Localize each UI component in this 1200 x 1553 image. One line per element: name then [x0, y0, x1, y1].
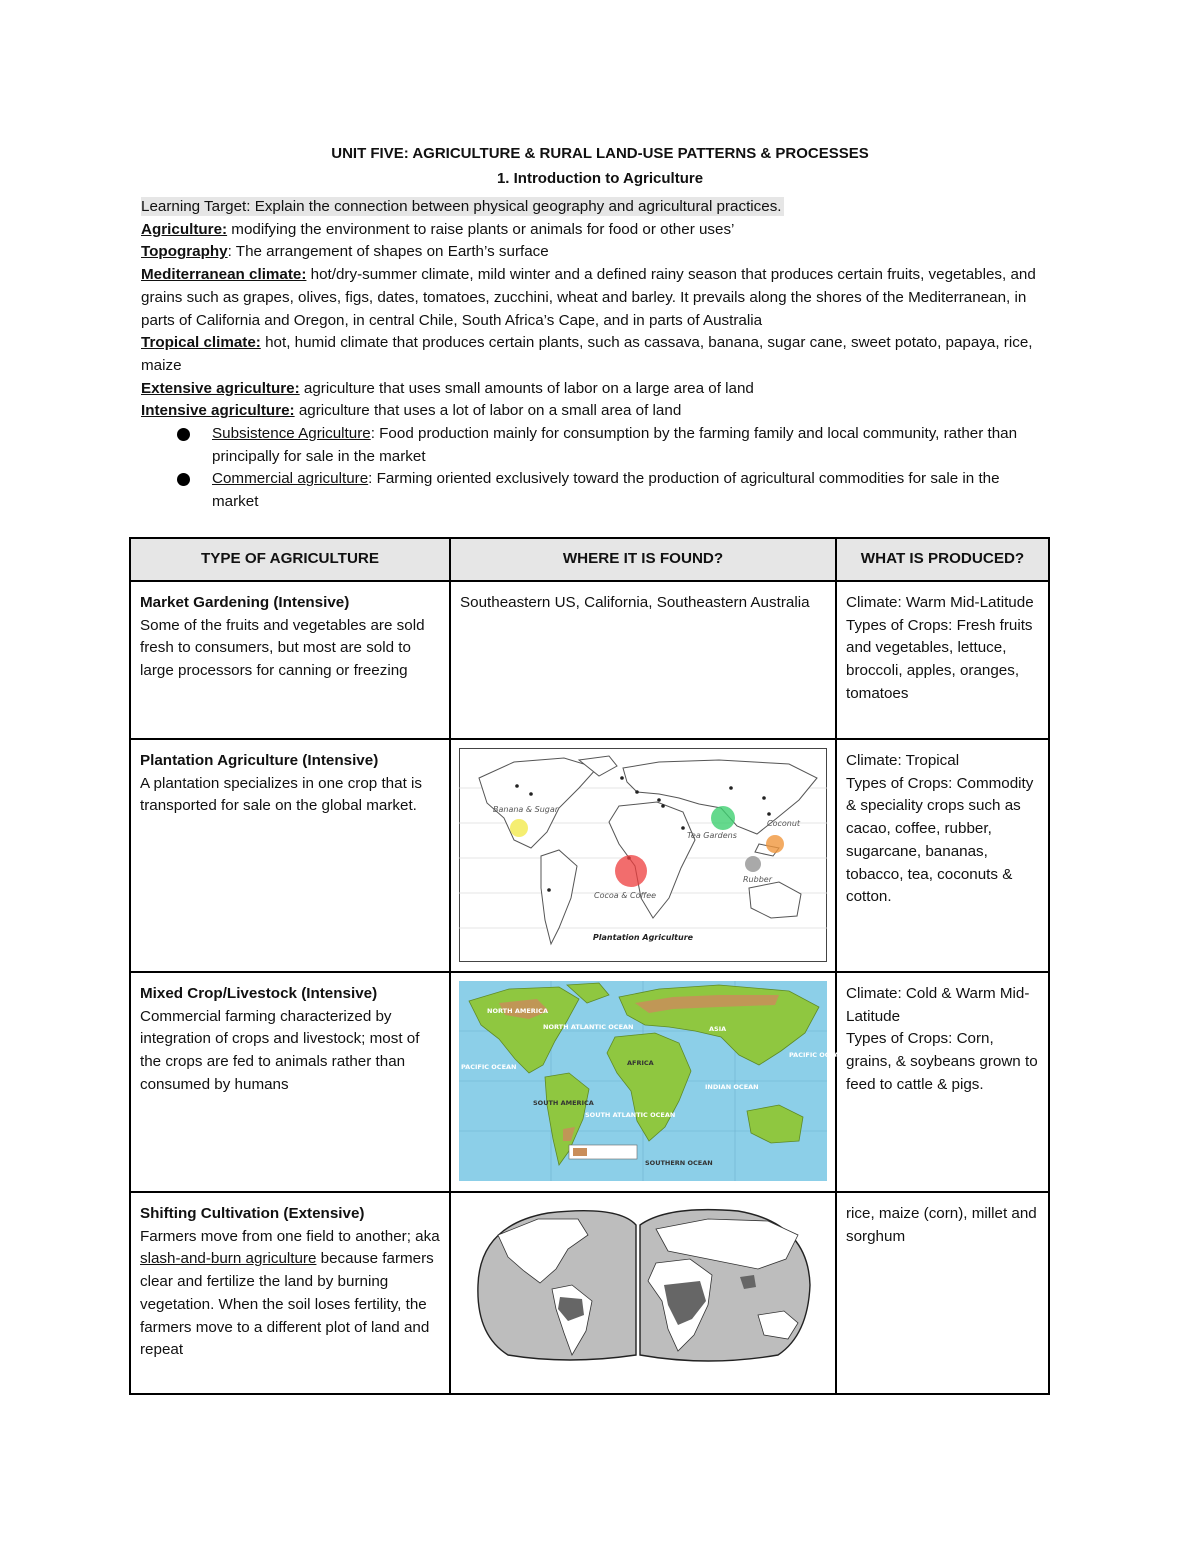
agriculture-type-name: Mixed Crop/Livestock (Intensive) — [140, 985, 378, 1002]
rubber-marker — [745, 856, 761, 872]
plantation-agriculture-map — [459, 748, 827, 962]
map-label: Cocoa & Coffee — [594, 891, 657, 900]
type-cell — [130, 972, 450, 1192]
map-label: SOUTH ATLANTIC OCEAN — [585, 1111, 676, 1119]
table-row — [130, 581, 1049, 739]
map-label: PACIFIC OCEAN — [789, 1051, 845, 1059]
definition: Topography: The arrangement of shapes on Earth’s surface — [141, 243, 549, 261]
where-cell — [450, 581, 836, 739]
bullet-icon — [177, 473, 190, 486]
map-cell — [450, 1192, 836, 1394]
type-cell — [130, 739, 450, 972]
map-label: NORTH AMERICA — [487, 1007, 548, 1015]
section-title: 1. Introduction to Agriculture — [496, 170, 704, 187]
shifting-cultivation-map — [468, 1205, 818, 1365]
banana-sugar-marker — [510, 819, 528, 837]
agriculture-type-description: Some of the fruits and vegetables are sold fresh to consumers, but most are sold to large processors for canning or freezing — [140, 616, 425, 680]
bullet-icon — [177, 428, 190, 441]
map-label: INDIAN OCEAN — [705, 1083, 759, 1091]
produced-cell — [836, 1192, 1049, 1394]
agriculture-type-name: Plantation Agriculture (Intensive) — [140, 752, 379, 769]
produced-cell — [836, 739, 1049, 972]
definition: Tropical climate: hot, humid climate that produces certain plants, such as cassava, banana, sugar cane, sweet potato, papaya, rice, maize — [141, 334, 1033, 374]
map-label: Tea Gardens — [687, 831, 737, 840]
coconut-marker — [766, 835, 784, 853]
legend-swatch — [573, 1148, 587, 1156]
column-header: WHAT IS PRODUCED? — [836, 538, 1049, 581]
list-item: Subsistence Agriculture: Food production mainly for consumption by the farming family and local community, rather than principally for sale in the market — [141, 423, 1046, 468]
definition: Intensive agriculture: agriculture that uses a lot of labor on a small area of land — [141, 402, 682, 420]
map-label: SOUTH AMERICA — [533, 1099, 594, 1107]
definition: Mediterranean climate: hot/dry-summer climate, mild winter and a defined rainy season that produces certain fruits, vegetables, and grains such as grapes, olives, figs, dates, tomatoes, zucchini, wheat and barley. It prevails along the shores of the Mediterranean, in parts of California and Oregon, in central Chile, South Africa’s Cape, and in parts of Australia — [141, 266, 1036, 329]
learning-target: Learning Target: Explain the connection between physical geography and agricultural practices. — [141, 198, 782, 215]
map-label: Banana & Sugar — [493, 805, 559, 814]
map-label: ASIA — [709, 1025, 727, 1033]
agriculture-table — [129, 537, 1050, 1395]
list-item: Commercial agriculture: Farming oriented exclusively toward the production of agricultural commodities for sale in the market — [141, 468, 1046, 513]
agriculture-type-description: A plantation specializes in one crop that is transported for sale on the global market. — [140, 774, 422, 815]
column-header: TYPE OF AGRICULTURE — [130, 538, 450, 581]
produced-text: Climate: Tropical Types of Crops: Commodity & speciality crops such as cacao, coffee, rubber, sugarcane, bananas, tobacco, tea, coconuts & cotton. — [846, 752, 1034, 906]
map-cell — [450, 972, 845, 1192]
unit-title: UNIT FIVE: AGRICULTURE & RURAL LAND-USE PATTERNS & PROCESSES — [331, 145, 869, 162]
table-row — [130, 739, 1049, 972]
slash-and-burn-term: slash-and-burn agriculture — [140, 1250, 317, 1268]
map-title: Plantation Agriculture — [592, 933, 694, 942]
produced-text: rice, maize (corn), millet and sorghum — [846, 1205, 1037, 1245]
cocoa-coffee-marker — [615, 855, 647, 887]
where-text: Southeastern US, California, Southeastern Australia — [460, 594, 810, 611]
map-label: Rubber — [743, 875, 772, 884]
agriculture-type-name: Market Gardening (Intensive) — [140, 594, 350, 611]
column-header: WHERE IT IS FOUND? — [450, 538, 836, 581]
produced-text: Climate: Cold & Warm Mid-Latitude Types of Crops: Corn, grains, & soybeans grown to feed to cattle & pigs. — [846, 985, 1038, 1093]
agriculture-type-name: Shifting Cultivation (Extensive) — [140, 1205, 365, 1222]
definition: Extensive agriculture: agriculture that uses small amounts of labor on a large area of land — [141, 379, 754, 397]
produced-text: Climate: Warm Mid-Latitude Types of Crops: Fresh fruits and vegetables, lettuce, broccoli, apples, oranges, tomatoes — [846, 594, 1034, 702]
agriculture-type-description: Commercial farming characterized by integration of crops and livestock; most of the crops are fed to animals rather than consumed by humans — [140, 1007, 420, 1093]
definition: Agriculture: modifying the environment to raise plants or animals for food or other uses’ — [141, 220, 735, 238]
table-row — [130, 972, 1049, 1192]
bullet-list — [141, 423, 1046, 514]
table-row — [130, 1192, 1049, 1394]
produced-cell — [836, 972, 1049, 1192]
map-label: NORTH ATLANTIC OCEAN — [543, 1023, 634, 1031]
map-cell — [450, 739, 836, 972]
tea-gardens-marker — [711, 806, 735, 830]
map-label: AFRICA — [627, 1059, 654, 1067]
agriculture-type-description: Farmers move from one field to another; aka slash-and-burn agriculture because farmers clear and fertilize the land by burning vegetation. When the soil loses fertility, the farmers move to a different plot of land and repeat — [140, 1227, 440, 1359]
type-cell — [130, 581, 450, 739]
map-label: PACIFIC OCEAN — [461, 1063, 517, 1071]
mixed-crop-livestock-map — [459, 981, 845, 1181]
intro-text — [141, 196, 1046, 514]
produced-cell — [836, 581, 1049, 739]
map-label: SOUTHERN OCEAN — [645, 1159, 713, 1167]
type-cell — [130, 1192, 450, 1394]
map-label: Coconut — [767, 819, 801, 828]
table-header-row — [130, 538, 1049, 581]
